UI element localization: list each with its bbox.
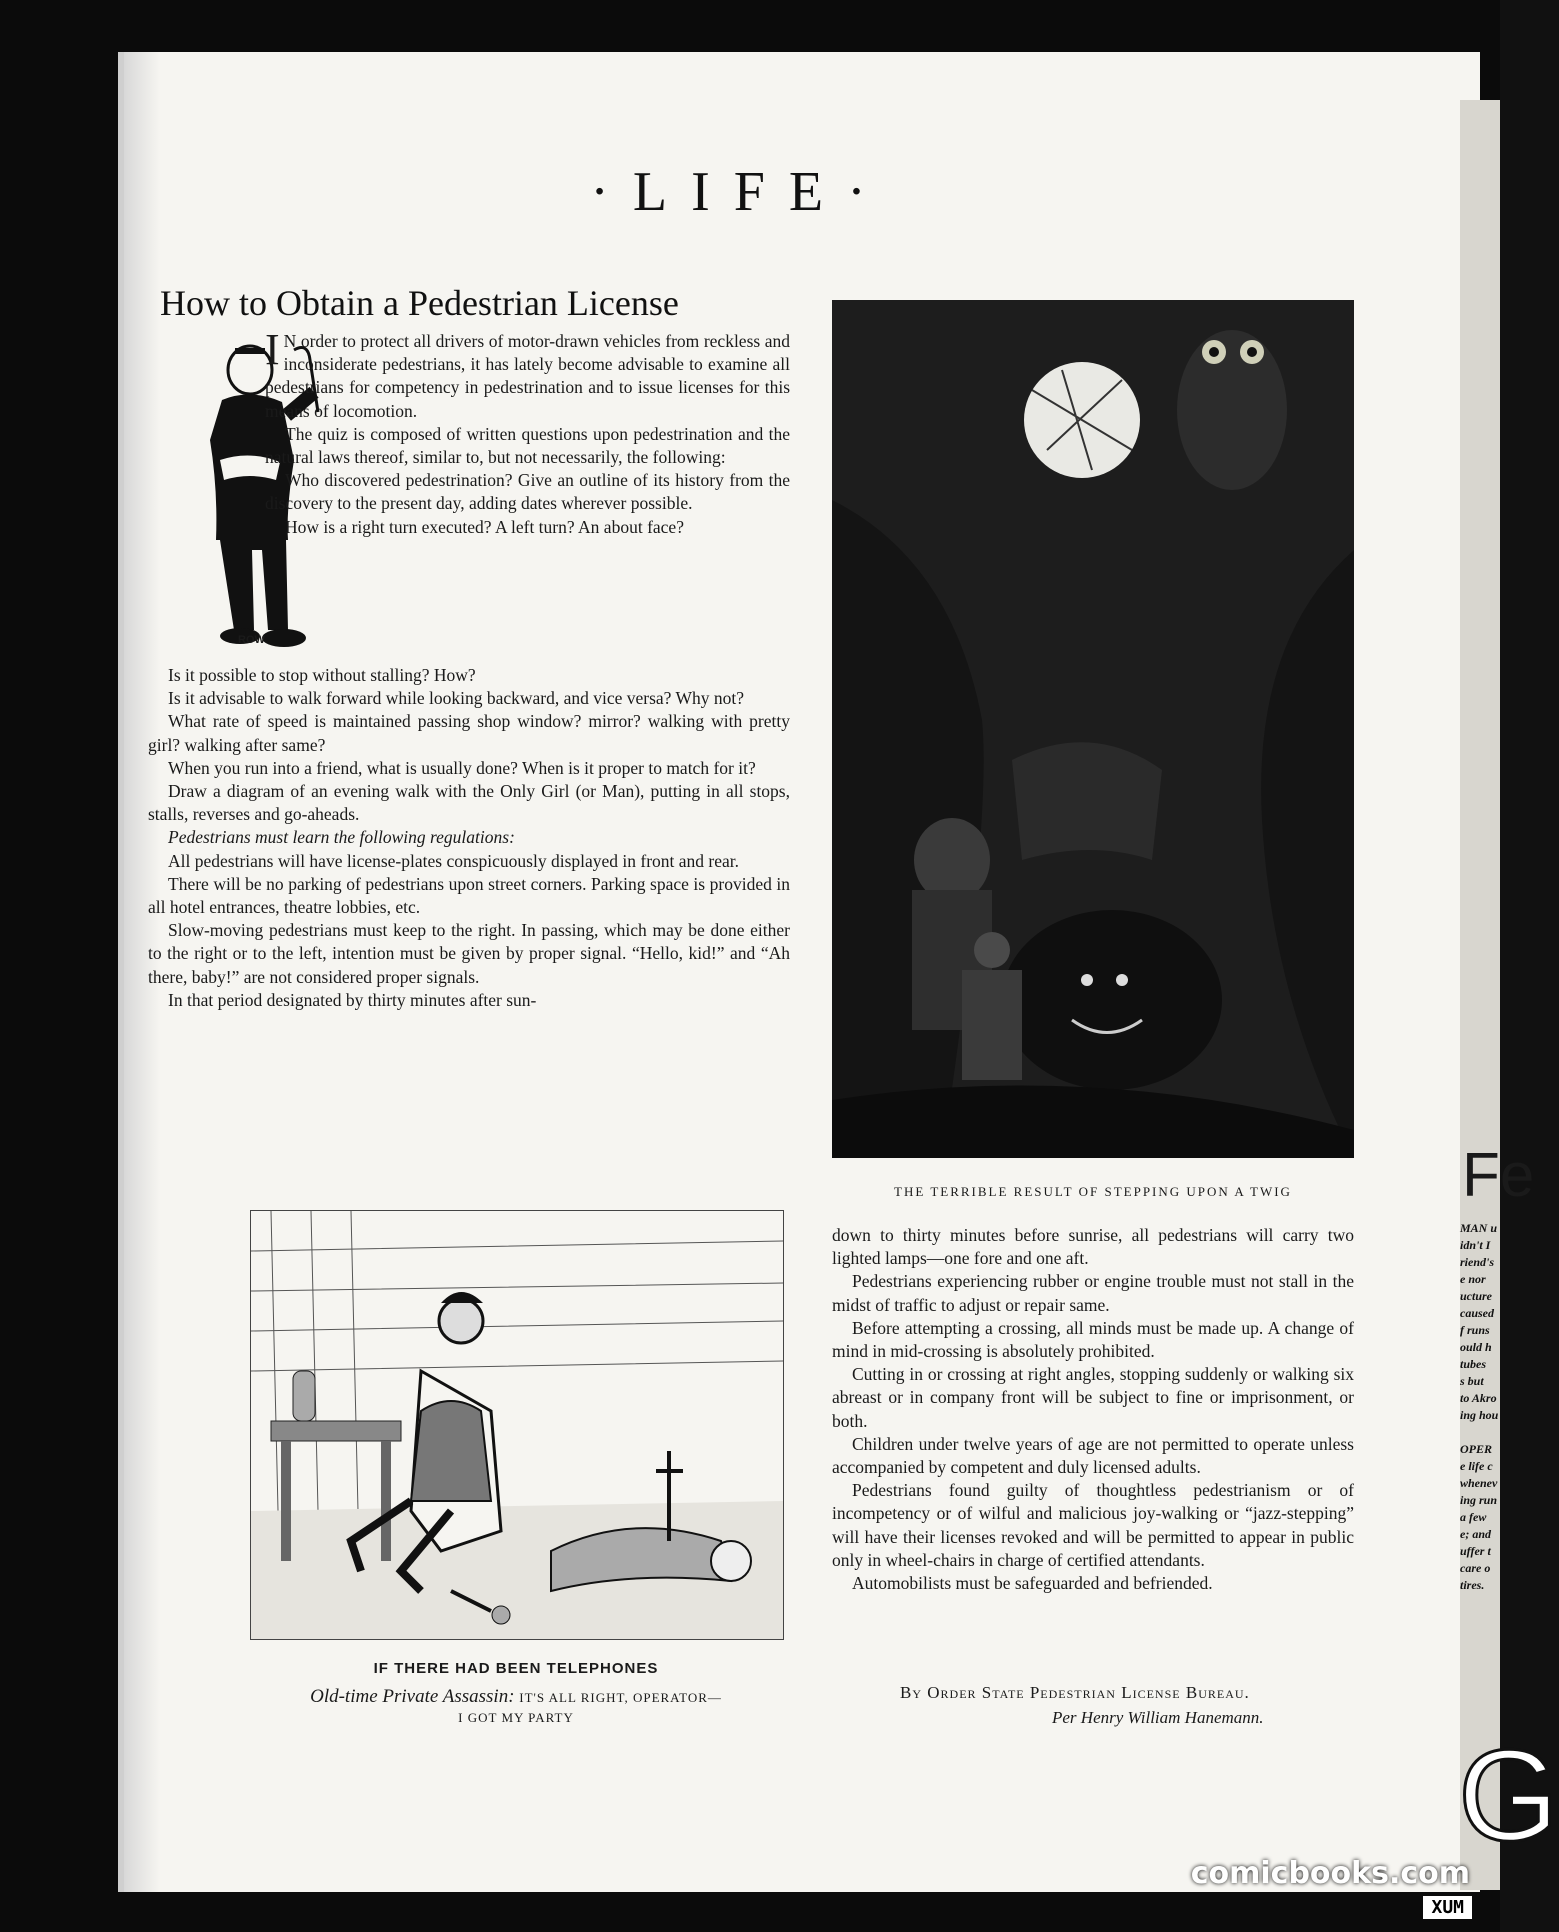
article-title: How to Obtain a Pedestrian License bbox=[160, 283, 679, 323]
adjacent-page bbox=[1458, 100, 1559, 1890]
telephone-cartoon bbox=[250, 1210, 784, 1640]
adjacent-page-line: f runs bbox=[1460, 1323, 1490, 1337]
adjacent-page-line: riend's bbox=[1460, 1255, 1495, 1269]
adjacent-page-line: s but bbox=[1460, 1374, 1484, 1388]
twig-illustration-art bbox=[832, 300, 1354, 1158]
regulation-1: All pedestrians will have license-plates conspicuously displayed in front and rear. bbox=[168, 850, 740, 871]
signoff-author: Per Henry William Hanemann. bbox=[1052, 1708, 1264, 1727]
adjacent-page-text bbox=[1460, 1220, 1500, 1594]
regulation-2: There will be no parking of pedestrians upon street corners. Parking space is provided in all hotel entrances, theatre lobbies, etc. bbox=[148, 873, 790, 918]
adjacent-page-line: whenev bbox=[1460, 1476, 1498, 1490]
regulation-8: Children under twelve years of age are not permitted to operate unless accompanied by competent and duly licensed adults. bbox=[832, 1433, 1354, 1478]
regulation-3: Slow-moving pedestrians must keep to the right. In passing, which may be done either to the right or to the left, intention must be given by proper signal. “Hello, kid!” and “Ah there, baby!” are not considered proper signals. bbox=[148, 920, 790, 987]
adjacent-page-line: ucture bbox=[1460, 1289, 1493, 1303]
question-6: When you run into a friend, what is usually done? When is it proper to match for it? bbox=[168, 757, 756, 778]
adjacent-page-line: ing run bbox=[1460, 1493, 1498, 1507]
adjacent-page-line: tubes bbox=[1460, 1357, 1487, 1371]
caption-speaker: Old-time Private Assassin: bbox=[310, 1686, 515, 1707]
adjacent-page-line: ing hou bbox=[1460, 1408, 1499, 1422]
article-column-top bbox=[265, 325, 790, 539]
adjacent-page-big-letter: G bbox=[1458, 1722, 1559, 1868]
question-1: Who discovered pedestrination? Give an outline of its history from the discovery to the present day, adding dates wherever possible. bbox=[265, 470, 790, 514]
adjacent-page-line: e; and bbox=[1460, 1527, 1491, 1541]
adjacent-page-line: ould h bbox=[1460, 1340, 1492, 1354]
drop-cap: I bbox=[265, 325, 280, 374]
twig-illustration bbox=[832, 300, 1354, 1158]
regulation-6: Before attempting a crossing, all minds must be made up. A change of mind in mid-crossing is absolutely prohibited. bbox=[832, 1317, 1354, 1362]
regulation-4-end: down to thirty minutes before sunrise, all pedestrians will carry two lighted lamps—one fore and one aft. bbox=[832, 1225, 1354, 1269]
question-3: Is it possible to stop without stalling? How? bbox=[168, 665, 476, 685]
adjacent-page-line: OPER bbox=[1460, 1442, 1493, 1456]
article-column-right bbox=[832, 1224, 1354, 1595]
caption-line-1: IT'S ALL RIGHT, OPERATOR— bbox=[519, 1690, 722, 1705]
adjacent-page-line: e life c bbox=[1460, 1459, 1493, 1473]
question-2: How is a right turn executed? A left turn? An about face? bbox=[285, 516, 684, 537]
article-column-left bbox=[148, 664, 790, 1012]
regulations-heading: Pedestrians must learn the following regulations: bbox=[168, 827, 515, 848]
adjacent-page-line: MAN u bbox=[1460, 1221, 1498, 1235]
regulation-10: Automobilists must be safeguarded and befriended. bbox=[852, 1573, 1213, 1594]
policeman-signature: ROW bbox=[238, 634, 265, 646]
watermark: comicbooks.com bbox=[1190, 1856, 1470, 1891]
adjacent-page-line: to Akro bbox=[1460, 1391, 1497, 1405]
intro-paragraph bbox=[265, 325, 790, 423]
regulation-4-start: In that period designated by thirty minutes after sun- bbox=[168, 989, 537, 1010]
question-5: What rate of speed is maintained passing shop window? mirror? walking with pretty girl? walking after same? bbox=[148, 711, 790, 755]
telephone-cartoon-art bbox=[251, 1211, 783, 1639]
adjacent-page-line: care o bbox=[1460, 1561, 1491, 1575]
corner-tag: XUM bbox=[1423, 1896, 1472, 1919]
adjacent-page-line bbox=[1460, 1424, 1500, 1441]
regulation-9: Pedestrians found guilty of thoughtless pedestrianism or of incompetency or of wilful and malicious joy-walking or “jazz-stepping” will have their licenses revoked and will be permitted to appear in public only in wheel-chairs in charge of certified attendants. bbox=[832, 1480, 1354, 1570]
quiz-paragraph: The quiz is composed of written questions upon pedestrination and the natural laws thereof, similar to, but not necessarily, the following: bbox=[265, 423, 790, 468]
caption-line-2: I GOT MY PARTY bbox=[458, 1710, 574, 1725]
adjacent-page-line: uffer t bbox=[1460, 1544, 1491, 1558]
twig-caption: THE TERRIBLE RESULT OF STEPPING UPON A TWIG bbox=[894, 1184, 1292, 1199]
regulation-7: Cutting in or crossing at right angles, stopping suddenly or walking six abreast or in company front will be subject to fine or imprisonment, or both. bbox=[832, 1364, 1354, 1431]
telephone-cartoon-title: IF THERE HAD BEEN TELEPHONES bbox=[373, 1660, 659, 1677]
telephone-cartoon-caption bbox=[250, 1686, 782, 1708]
intro-text: N order to protect all drivers of motor-drawn vehicles from reckless and inconsiderate pedestrians, it has lately become advisable to examine all pedestrians for competency in pedestrination and to issue licenses for this means of locomotion. bbox=[265, 331, 790, 421]
adjacent-page-line: idn't I bbox=[1460, 1238, 1491, 1252]
adjacent-page-line: tires. bbox=[1460, 1578, 1485, 1592]
signoff-bureau: By Order State Pedestrian License Bureau. bbox=[900, 1683, 1250, 1702]
adjacent-page-line: a few bbox=[1460, 1510, 1487, 1524]
adjacent-page-line: caused bbox=[1460, 1306, 1494, 1320]
question-7: Draw a diagram of an evening walk with the Only Girl (or Man), putting in all stops, stalls, reverses and go-aheads. bbox=[148, 781, 790, 825]
masthead: ·LIFE· bbox=[590, 161, 890, 223]
adjacent-page-line: e nor bbox=[1460, 1272, 1486, 1286]
question-4: Is it advisable to walk forward while looking backward, and vice versa? Why not? bbox=[168, 688, 745, 709]
regulation-5: Pedestrians experiencing rubber or engine trouble must not stall in the midst of traffic to adjust or repair same. bbox=[832, 1271, 1354, 1315]
adjacent-page-heading: Fe bbox=[1462, 1141, 1535, 1210]
